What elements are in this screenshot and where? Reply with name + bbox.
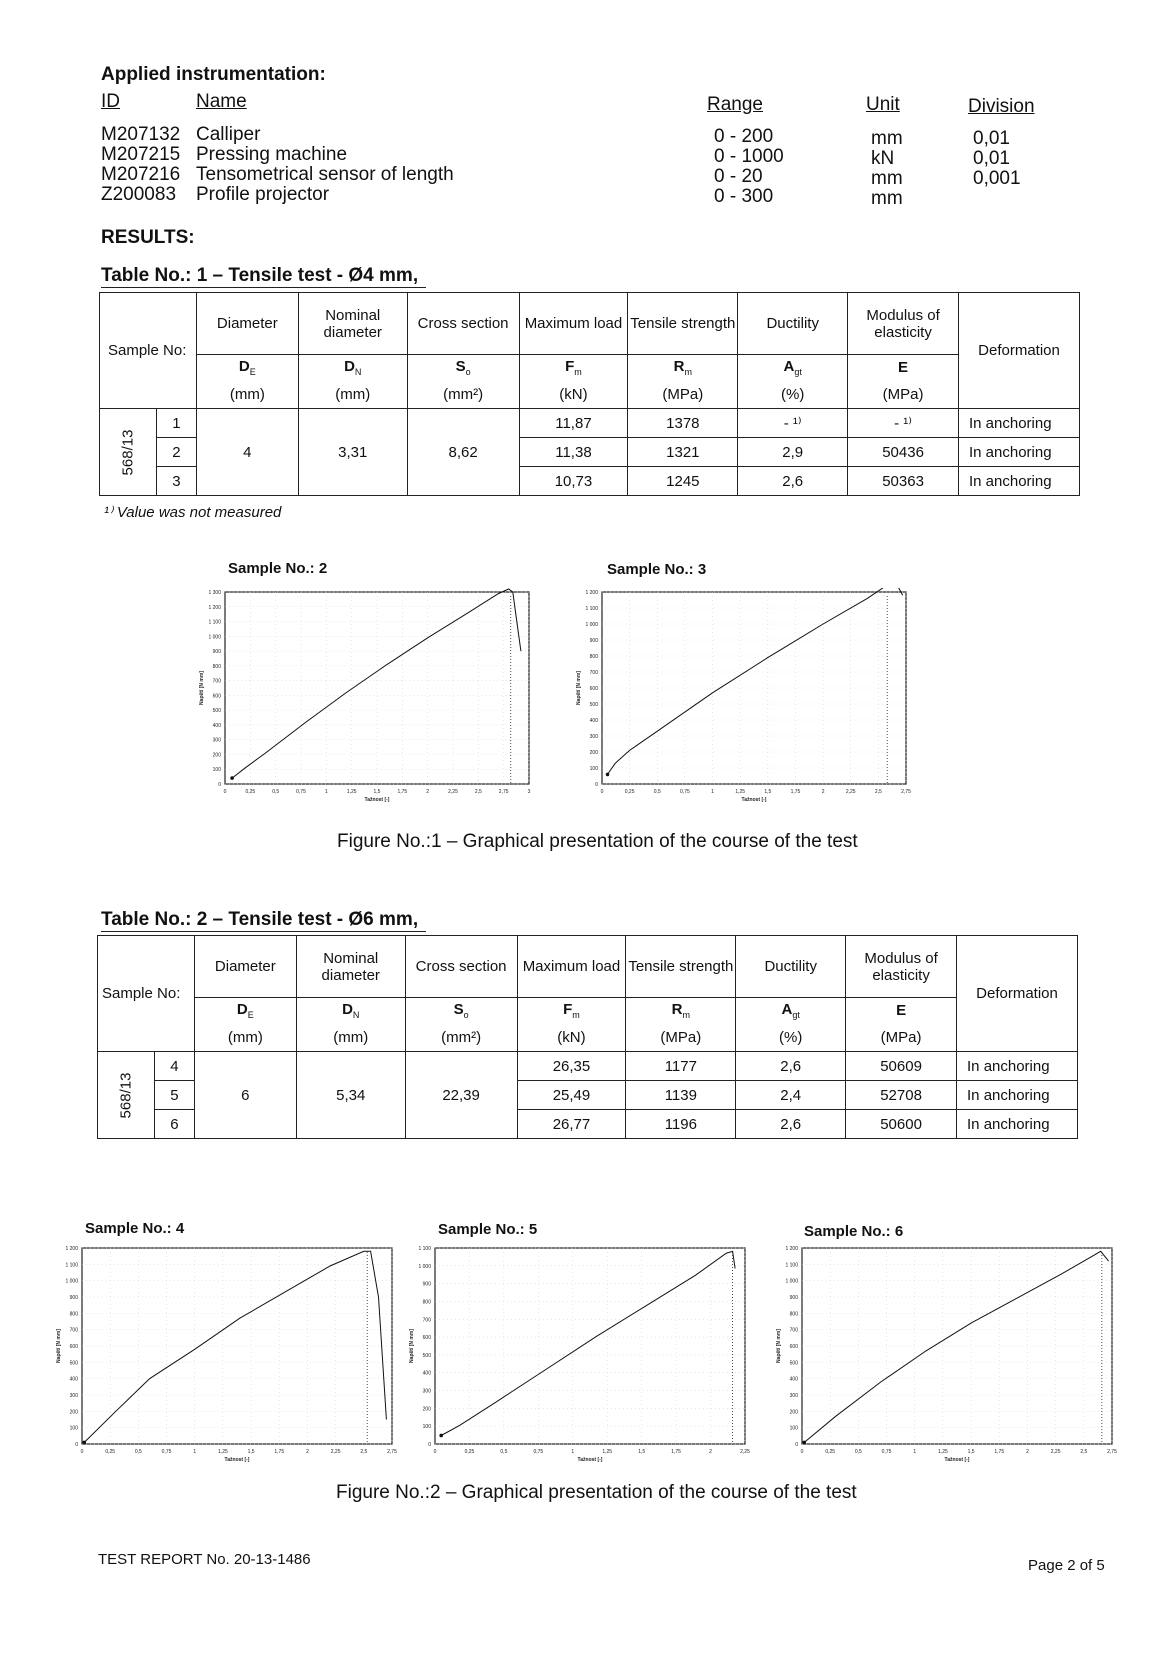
y-tick-label: 800	[69, 1311, 78, 1318]
instr-range-header: Range	[707, 94, 763, 115]
instr-id: Z200083	[101, 184, 177, 205]
y-tick-label: 0	[218, 782, 221, 788]
y-tick-label: 400	[422, 1370, 431, 1377]
e-unit: (MPa)	[848, 381, 959, 409]
instr-range: 0 - 1000	[714, 146, 784, 167]
y-tick-label: 1 000	[785, 1278, 798, 1285]
x-tick-label: 2,5	[1080, 1449, 1088, 1455]
start-point	[802, 1441, 806, 1445]
x-tick-label: 2,25	[740, 1449, 750, 1455]
table2-group: 568/13	[98, 1052, 155, 1139]
agt-symbol: $A_{gt}$	[736, 998, 846, 1024]
table1-e-2: 50436	[848, 438, 959, 467]
table1-fm-1: 11,87	[519, 409, 628, 438]
x-tick-label: 0,75	[296, 789, 306, 795]
x-tick-label: 0,25	[105, 1449, 116, 1455]
instr-division: 0,01	[973, 148, 1010, 169]
agt-unit: (%)	[736, 1024, 846, 1052]
y-axis-label: Napětí [N mm]	[199, 671, 205, 705]
x-tick-label: 0	[433, 1449, 437, 1455]
x-axis-label: Tažnost [-]	[577, 1457, 603, 1463]
y-tick-label: 1 000	[418, 1263, 431, 1270]
e-symbol: E	[848, 355, 959, 381]
x-tick-label: 0,5	[134, 1449, 142, 1455]
x-tick-label: 1,25	[938, 1449, 948, 1455]
y-tick-label: 1 100	[418, 1246, 431, 1252]
instr-range: 0 - 20	[714, 166, 763, 187]
table2-rm-5: 1139	[626, 1081, 736, 1110]
y-tick-label: 700	[69, 1327, 78, 1334]
chart-sample-2	[195, 588, 535, 810]
x-axis-label: Tažnost [-]	[364, 797, 390, 803]
deformation-header: Deformation	[957, 936, 1078, 1052]
table2-sample-5: 5	[154, 1081, 194, 1110]
table1-agt-3: 2,6	[738, 467, 848, 496]
rm-symbol: $R_m$	[626, 998, 736, 1024]
y-tick-label: 900	[212, 649, 221, 656]
y-tick-label: 1 000	[65, 1278, 78, 1285]
de-symbol: $D_E$	[196, 355, 298, 381]
x-tick-label: 1,25	[346, 789, 357, 795]
chart-title-sample-5: Sample No.: 5	[438, 1221, 538, 1238]
diameter-header: Diameter	[196, 293, 298, 355]
y-tick-label: 300	[422, 1388, 431, 1395]
y-tick-label: 0	[795, 1442, 798, 1448]
instr-id-column	[101, 92, 120, 112]
x-tick-label: 2,25	[845, 789, 856, 795]
y-tick-label: 200	[422, 1406, 431, 1413]
instr-unit: kN	[871, 148, 895, 169]
y-tick-label: 300	[589, 734, 598, 740]
de-symbol: $D_E$	[194, 998, 296, 1024]
table1-title: Table No.: 1 – Tensile test - Ø4 mm,	[101, 265, 426, 288]
x-tick-label: 1,75	[397, 789, 408, 795]
table2-e-5: 52708	[846, 1081, 957, 1110]
table1-sample-1: 1	[156, 409, 196, 438]
x-tick-label: 1	[324, 789, 328, 795]
so-symbol: $S_o$	[405, 998, 517, 1024]
instr-unit-header: Unit	[866, 94, 900, 115]
x-tick-label: 1	[571, 1449, 575, 1455]
agt-symbol: $A_{gt}$	[738, 355, 848, 381]
instr-range-list	[714, 127, 784, 207]
dn-symbol: $D_N$	[298, 355, 407, 381]
tensile-strength-header: Tensile strength	[626, 936, 736, 998]
x-tick-label: 1,75	[994, 1449, 1005, 1455]
x-tick-label: 0	[800, 1449, 804, 1455]
x-tick-label: 0,25	[825, 1449, 836, 1455]
start-point	[82, 1441, 86, 1445]
instr-id-list	[101, 125, 180, 205]
e-unit: (MPa)	[846, 1024, 957, 1052]
x-tick-label: 1,5	[247, 1449, 255, 1455]
fm-unit: (kN)	[517, 1024, 626, 1052]
y-tick-label: 1 200	[585, 590, 598, 596]
stress-strain-line	[804, 1251, 1108, 1442]
table2-deformation-6: In anchoring	[957, 1110, 1078, 1139]
x-tick-label: 1	[711, 789, 714, 795]
x-tick-label: 2,75	[1107, 1449, 1117, 1455]
table2-cross-section: 22,39	[405, 1052, 517, 1139]
x-tick-label: 0,5	[653, 789, 661, 795]
table1-nominal-diameter: 3,31	[298, 409, 407, 496]
y-tick-label: 100	[422, 1424, 431, 1431]
instr-unit-header-wrap	[866, 95, 900, 115]
y-tick-label: 800	[589, 654, 598, 660]
instr-range: 0 - 300	[714, 186, 774, 207]
y-tick-label: 1 100	[785, 1262, 798, 1269]
table2-e-6: 50600	[846, 1110, 957, 1139]
maximum-load-header: Maximum load	[519, 293, 628, 355]
y-tick-label: 700	[212, 678, 221, 685]
x-tick-label: 3	[527, 789, 531, 795]
y-tick-label: 400	[789, 1376, 798, 1383]
instr-division-header-wrap	[968, 97, 1035, 117]
y-tick-label: 800	[422, 1299, 431, 1306]
table1-e-1: - ¹⁾	[848, 409, 959, 438]
instr-name: Profile projector	[196, 184, 330, 205]
diameter-header: Diameter	[194, 936, 296, 998]
y-axis-label: Napětí [N mm]	[56, 1329, 62, 1363]
x-axis-label: Tažnost [-]	[944, 1457, 970, 1463]
x-tick-label: 1,25	[602, 1449, 613, 1455]
instr-unit: mm	[871, 188, 903, 209]
page-number: Page 2 of 5	[1028, 1557, 1105, 1574]
start-point	[439, 1434, 443, 1438]
report-number: TEST REPORT No. 20-13-1486	[98, 1551, 311, 1568]
de-unit: (mm)	[196, 381, 298, 409]
y-tick-label: 1 200	[65, 1246, 78, 1252]
instr-name-header: Name	[196, 91, 247, 112]
x-tick-label: 2	[306, 1449, 309, 1455]
dn-unit: (mm)	[298, 381, 407, 409]
plot-frame	[435, 1248, 745, 1444]
y-tick-label: 0	[75, 1442, 78, 1448]
instr-name: Calliper	[196, 124, 261, 145]
table1-rm-2: 1321	[628, 438, 738, 467]
y-tick-label: 700	[589, 670, 598, 676]
y-tick-label: 400	[589, 718, 598, 724]
y-tick-label: 500	[212, 708, 221, 715]
y-tick-label: 400	[212, 722, 221, 729]
results-title: RESULTS:	[101, 227, 195, 248]
chart-sample-6	[772, 1244, 1118, 1470]
y-tick-label: 0	[428, 1442, 431, 1448]
instrumentation-title: Applied instrumentation:	[101, 64, 326, 85]
y-tick-label: 200	[589, 750, 598, 756]
instr-range-header-wrap	[707, 95, 763, 115]
x-tick-label: 0,5	[854, 1449, 862, 1455]
x-tick-label: 2	[426, 789, 430, 795]
nominal-diameter-header: Nominal diameter	[298, 293, 407, 355]
table2-sample-4: 4	[154, 1052, 194, 1081]
table1-diameter: 4	[196, 409, 298, 496]
x-tick-label: 1,75	[274, 1449, 285, 1455]
x-tick-label: 0,75	[881, 1449, 892, 1455]
y-tick-label: 500	[589, 702, 598, 708]
table2-fm-6: 26,77	[517, 1110, 626, 1139]
y-tick-label: 700	[422, 1317, 431, 1324]
y-tick-label: 700	[789, 1327, 798, 1334]
instr-name: Tensometrical sensor of length	[196, 164, 454, 185]
table1-rm-3: 1245	[628, 467, 738, 496]
table2-nominal-diameter: 5,34	[296, 1052, 405, 1139]
rm-symbol: $R_m$	[628, 355, 738, 381]
x-tick-label: 1,25	[218, 1449, 228, 1455]
x-tick-label: 0	[80, 1449, 84, 1455]
table2-title: Table No.: 2 – Tensile test - Ø6 mm,	[101, 909, 426, 932]
x-tick-label: 1,25	[735, 789, 746, 795]
ductility-header: Ductility	[736, 936, 846, 998]
table2-rm-4: 1177	[626, 1052, 736, 1081]
y-tick-label: 300	[789, 1393, 798, 1399]
table1-sample-2: 2	[156, 438, 196, 467]
y-tick-label: 300	[69, 1393, 78, 1399]
figure1-caption: Figure No.:1 – Graphical presentation of the course of the test	[337, 831, 858, 852]
so-unit: (mm²)	[407, 381, 519, 409]
x-tick-label: 0,25	[624, 789, 635, 795]
stress-strain-line	[84, 1251, 386, 1442]
y-tick-label: 600	[789, 1344, 798, 1350]
y-axis-label: Napětí [N mm]	[576, 671, 582, 705]
instr-division: 0,01	[973, 128, 1010, 149]
sample-no-header: Sample No:	[98, 936, 195, 1052]
table1-agt-2: 2,9	[738, 438, 848, 467]
sample-no-header: Sample No:	[100, 293, 197, 409]
x-tick-label: 2,75	[498, 789, 509, 795]
y-tick-label: 1 000	[208, 634, 221, 641]
agt-unit: (%)	[738, 381, 848, 409]
table2-deformation-4: In anchoring	[957, 1052, 1078, 1081]
y-tick-label: 900	[589, 638, 598, 644]
x-tick-label: 2	[709, 1449, 712, 1455]
tensile-strength-header: Tensile strength	[628, 293, 738, 355]
dn-symbol: $D_N$	[296, 998, 405, 1024]
y-tick-label: 600	[422, 1335, 431, 1342]
y-tick-label: 1 100	[65, 1262, 78, 1269]
x-tick-label: 2,75	[901, 789, 911, 795]
x-tick-label: 2,5	[474, 789, 482, 795]
x-tick-label: 0,5	[500, 1449, 508, 1455]
instr-division-list	[973, 129, 1021, 209]
instr-id-header: ID	[101, 91, 120, 112]
x-tick-label: 1,5	[373, 789, 381, 795]
table2-agt-4: 2,6	[736, 1052, 846, 1081]
y-tick-label: 800	[789, 1311, 798, 1318]
y-tick-label: 200	[69, 1409, 78, 1416]
x-axis-label: Tažnost [-]	[224, 1457, 250, 1463]
table1-agt-1: - ¹⁾	[738, 409, 848, 438]
x-tick-label: 0,25	[464, 1449, 475, 1455]
instr-range: 0 - 200	[714, 126, 774, 147]
modulus-header: Modulus of elasticity	[846, 936, 957, 998]
y-axis-label: Napětí [N mm]	[409, 1329, 415, 1363]
y-tick-label: 400	[69, 1376, 78, 1383]
table1-fm-3: 10,73	[519, 467, 628, 496]
instr-division: 0,001	[973, 168, 1021, 189]
y-tick-label: 900	[69, 1295, 78, 1301]
x-tick-label: 1,5	[764, 789, 772, 795]
x-tick-label: 0,25	[245, 789, 256, 795]
x-tick-label: 1,5	[638, 1449, 646, 1455]
y-tick-label: 500	[789, 1360, 798, 1367]
y-tick-label: 500	[69, 1360, 78, 1367]
x-tick-label: 2,75	[387, 1449, 397, 1455]
table1	[99, 292, 1080, 496]
cross-section-header: Cross section	[405, 936, 517, 998]
table1-sample-3: 3	[156, 467, 196, 496]
x-tick-label: 2,25	[448, 789, 458, 795]
maximum-load-header: Maximum load	[517, 936, 626, 998]
x-tick-label: 0	[223, 789, 227, 795]
table1-e-3: 50363	[848, 467, 959, 496]
x-tick-label: 1,75	[790, 789, 801, 795]
cross-section-header: Cross section	[407, 293, 519, 355]
y-tick-label: 1 300	[208, 590, 221, 596]
y-tick-label: 0	[595, 782, 598, 788]
rm-unit: (MPa)	[626, 1024, 736, 1052]
x-tick-label: 1	[913, 1449, 917, 1455]
e-symbol: E	[846, 998, 957, 1024]
x-tick-label: 2,5	[874, 789, 882, 795]
y-tick-label: 900	[789, 1295, 798, 1301]
chart-sample-5	[405, 1244, 751, 1470]
chart-title-sample-2: Sample No.: 2	[228, 560, 328, 577]
x-tick-label: 2,25	[1050, 1449, 1061, 1455]
y-tick-label: 600	[69, 1344, 78, 1350]
instr-id: M207132	[101, 124, 181, 145]
table2	[97, 935, 1078, 1139]
table2-deformation-5: In anchoring	[957, 1081, 1078, 1110]
y-tick-label: 1 100	[585, 606, 598, 612]
y-tick-label: 300	[212, 737, 221, 744]
fm-symbol: $F_m$	[517, 998, 626, 1024]
y-tick-label: 100	[789, 1425, 798, 1432]
so-unit: (mm²)	[405, 1024, 517, 1052]
y-tick-label: 100	[212, 767, 221, 774]
instr-name-list	[196, 125, 454, 205]
x-tick-label: 2,5	[360, 1449, 368, 1455]
plot-frame	[82, 1248, 392, 1444]
table2-agt-5: 2,4	[736, 1081, 846, 1110]
y-tick-label: 100	[69, 1425, 78, 1432]
table2-sample-6: 6	[154, 1110, 194, 1139]
y-tick-label: 1 200	[208, 604, 221, 611]
stress-strain-line	[441, 1251, 735, 1435]
table1-note: ¹⁾ Value was not measured	[104, 504, 282, 521]
start-point	[606, 773, 610, 777]
y-tick-label: 200	[212, 752, 221, 759]
x-tick-label: 0,5	[272, 789, 280, 795]
stress-strain-line	[232, 589, 521, 778]
instr-division	[973, 189, 1021, 209]
x-tick-label: 0,75	[533, 1449, 544, 1455]
chart-sample-3	[572, 588, 912, 810]
x-tick-label: 1,5	[967, 1449, 975, 1455]
table2-fm-4: 26,35	[517, 1052, 626, 1081]
table2-e-4: 50609	[846, 1052, 957, 1081]
y-tick-label: 600	[212, 693, 221, 700]
rm-unit: (MPa)	[628, 381, 738, 409]
x-tick-label: 1	[193, 1449, 197, 1455]
dn-unit: (mm)	[296, 1024, 405, 1052]
table1-deformation-2: In anchoring	[959, 438, 1080, 467]
y-tick-label: 800	[212, 663, 221, 670]
instr-division-header: Division	[968, 96, 1035, 117]
x-tick-label: 2,25	[330, 1449, 341, 1455]
table1-deformation-1: In anchoring	[959, 409, 1080, 438]
y-tick-label: 600	[589, 686, 598, 692]
table2-rm-6: 1196	[626, 1110, 736, 1139]
table1-fm-2: 11,38	[519, 438, 628, 467]
table2-fm-5: 25,49	[517, 1081, 626, 1110]
plot-frame	[802, 1248, 1112, 1444]
fm-symbol: $F_m$	[519, 355, 628, 381]
x-tick-label: 0,75	[161, 1449, 172, 1455]
y-tick-label: 1 200	[785, 1246, 798, 1252]
de-unit: (mm)	[194, 1024, 296, 1052]
instr-unit-list	[871, 129, 903, 209]
chart-title-sample-4: Sample No.: 4	[85, 1220, 185, 1237]
table1-group: 568/13	[100, 409, 157, 496]
modulus-header: Modulus of elasticity	[848, 293, 959, 355]
x-axis-label: Tažnost [-]	[741, 797, 767, 803]
ductility-header: Ductility	[738, 293, 848, 355]
table2-agt-6: 2,6	[736, 1110, 846, 1139]
figure2-caption: Figure No.:2 – Graphical presentation of the course of the test	[336, 1482, 857, 1503]
x-tick-label: 1,75	[671, 1449, 681, 1455]
instr-name-column	[196, 92, 247, 112]
table1-cross-section: 8,62	[407, 409, 519, 496]
y-tick-label: 500	[422, 1352, 431, 1359]
nominal-diameter-header: Nominal diameter	[296, 936, 405, 998]
x-tick-label: 0,75	[680, 789, 690, 795]
x-tick-label: 0	[600, 789, 604, 795]
instr-id: M207215	[101, 144, 181, 165]
deformation-header: Deformation	[959, 293, 1080, 409]
fm-unit: (kN)	[519, 381, 628, 409]
chart-title-sample-6: Sample No.: 6	[804, 1223, 904, 1240]
instr-id: M207216	[101, 164, 181, 185]
y-axis-label: Napětí [N mm]	[776, 1329, 782, 1363]
y-tick-label: 200	[789, 1409, 798, 1416]
y-tick-label: 1 100	[208, 619, 221, 626]
start-point	[230, 776, 234, 780]
instr-name: Pressing machine	[196, 144, 348, 165]
y-tick-label: 100	[589, 766, 598, 772]
y-tick-label: 1 000	[585, 622, 598, 628]
table1-deformation-3: In anchoring	[959, 467, 1080, 496]
chart-sample-4	[52, 1244, 398, 1470]
instr-unit: mm	[871, 128, 903, 149]
x-tick-label: 2	[1026, 1449, 1029, 1455]
stress-strain-line	[608, 588, 903, 774]
so-symbol: $S_o$	[407, 355, 519, 381]
x-tick-label: 2	[821, 789, 825, 795]
table1-rm-1: 1378	[628, 409, 738, 438]
y-tick-label: 900	[422, 1281, 431, 1288]
instr-unit: mm	[871, 168, 903, 189]
table2-diameter: 6	[194, 1052, 296, 1139]
chart-title-sample-3: Sample No.: 3	[607, 561, 707, 578]
